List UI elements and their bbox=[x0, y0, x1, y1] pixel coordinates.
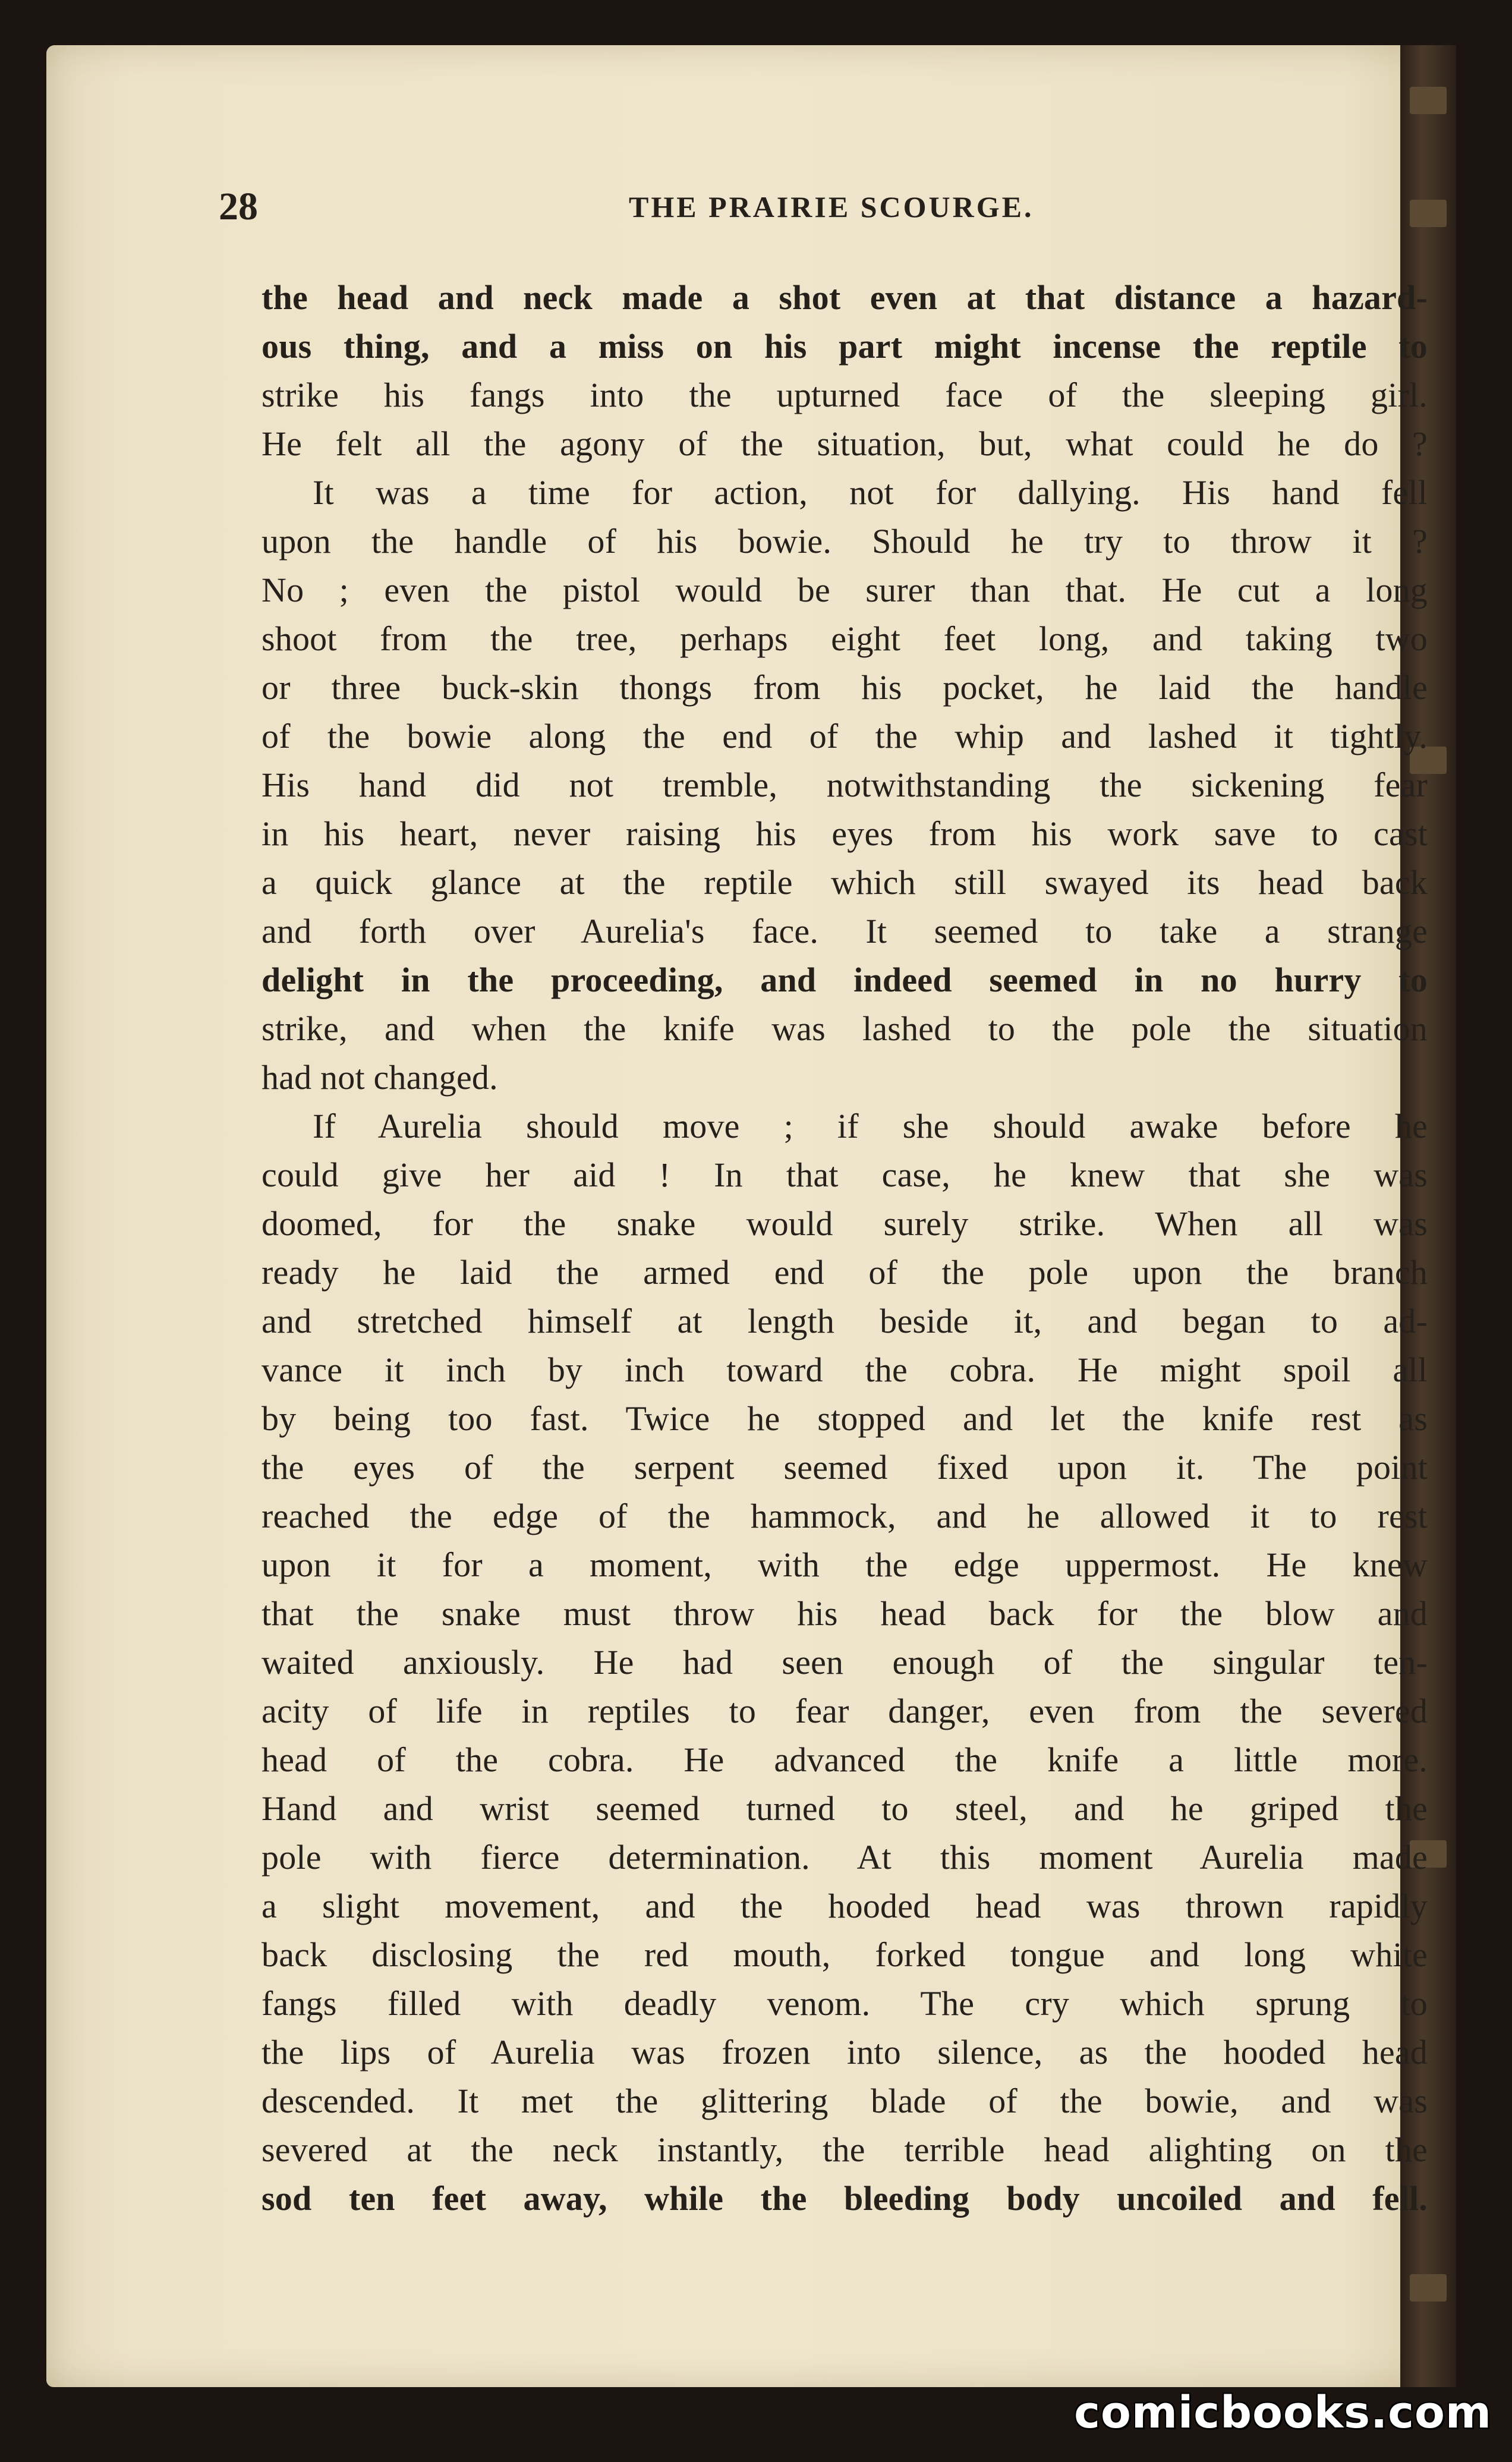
text-line: If Aurelia should move ; if she should awake before he bbox=[313, 1107, 1428, 1145]
text-line: could give her aid ! In that case, he knew that she was bbox=[262, 1156, 1428, 1194]
text-line: ready he laid the armed end of the pole upon the branch bbox=[262, 1253, 1428, 1292]
text-line: acity of life in reptiles to fear danger, even from the severed bbox=[262, 1692, 1428, 1730]
text-line: sod ten feet away, while the bleeding body uncoiled and fell. bbox=[262, 2179, 1428, 2218]
text-line: strike his fangs into the upturned face of the sleeping girl. bbox=[262, 376, 1428, 414]
text-line: had not changed. bbox=[262, 1058, 498, 1097]
body-text bbox=[262, 273, 1428, 2223]
text-line: waited anxiously. He had seen enough of the singular ten- bbox=[262, 1643, 1428, 1682]
text-line: strike, and when the knife was lashed to the pole the situation bbox=[262, 1009, 1428, 1048]
text-line: upon the handle of his bowie. Should he try to throw it ? bbox=[262, 522, 1428, 561]
spine-mark bbox=[1410, 2274, 1447, 2302]
text-line: No ; even the pistol would be surer than that. He cut a long bbox=[262, 571, 1428, 609]
text-line: It was a time for action, not for dallying. His hand fell bbox=[313, 473, 1428, 512]
text-line: head of the cobra. He advanced the knife a little more. bbox=[262, 1740, 1428, 1779]
text-line: the eyes of the serpent seemed fixed upon it. The point bbox=[262, 1448, 1428, 1487]
page-header bbox=[219, 183, 1413, 231]
spine-mark bbox=[1410, 87, 1447, 114]
text-line: doomed, for the snake would surely strike. When all was bbox=[262, 1204, 1428, 1243]
running-head: THE PRAIRIE SCOURGE. bbox=[629, 190, 1034, 223]
text-line: and stretched himself at length beside it, and began to ad- bbox=[262, 1302, 1428, 1340]
text-line: the lips of Aurelia was frozen into silence, as the hooded head bbox=[262, 2033, 1428, 2071]
text-line: pole with fierce determination. At this moment Aurelia made bbox=[262, 1838, 1428, 1877]
text-line: and forth over Aurelia's face. It seemed to take a strange bbox=[262, 912, 1428, 950]
text-line: in his heart, never raising his eyes from his work save to cast bbox=[262, 814, 1428, 853]
text-line: back disclosing the red mouth, forked tongue and long white bbox=[262, 1935, 1428, 1974]
text-line: delight in the proceeding, and indeed seemed in no hurry to bbox=[262, 961, 1428, 999]
text-line: a slight movement, and the hooded head was thrown rapidly bbox=[262, 1887, 1428, 1925]
text-line: the head and neck made a shot even at that distance a hazard- bbox=[262, 278, 1428, 317]
text-line: fangs filled with deadly venom. The cry which sprung to bbox=[262, 1984, 1428, 2023]
text-line: a quick glance at the reptile which still swayed its head back bbox=[262, 863, 1428, 902]
text-line: that the snake must throw his head back for the blow and bbox=[262, 1594, 1428, 1633]
book-page bbox=[46, 45, 1456, 2387]
text-line: ous thing, and a miss on his part might incense the reptile to bbox=[262, 327, 1428, 366]
text-line: descended. It met the glittering blade of the bowie, and was bbox=[262, 2082, 1428, 2120]
text-line: His hand did not tremble, notwithstanding the sickening fear bbox=[262, 766, 1428, 804]
text-line: by being too fast. Twice he stopped and let the knife rest as bbox=[262, 1399, 1428, 1438]
text-line: Hand and wrist seemed turned to steel, and he griped the bbox=[262, 1789, 1428, 1828]
text-line: or three buck-skin thongs from his pocket, he laid the handle bbox=[262, 668, 1428, 707]
text-line: severed at the neck instantly, the terrible head alighting on the bbox=[262, 2130, 1428, 2169]
text-line: He felt all the agony of the situation, but, what could he do ? bbox=[262, 424, 1428, 463]
text-line: vance it inch by inch toward the cobra. He might spoil all bbox=[262, 1350, 1428, 1389]
text-line: of the bowie along the end of the whip and lashed it tightly. bbox=[262, 717, 1428, 755]
spine-mark bbox=[1410, 200, 1447, 227]
text-line: shoot from the tree, perhaps eight feet long, and taking two bbox=[262, 619, 1428, 658]
text-line: reached the edge of the hammock, and he allowed it to rest bbox=[262, 1497, 1428, 1535]
page-number: 28 bbox=[219, 185, 258, 228]
watermark: comicbooks.com bbox=[1074, 2387, 1492, 2438]
text-line: upon it for a moment, with the edge uppermost. He knew bbox=[262, 1545, 1428, 1584]
